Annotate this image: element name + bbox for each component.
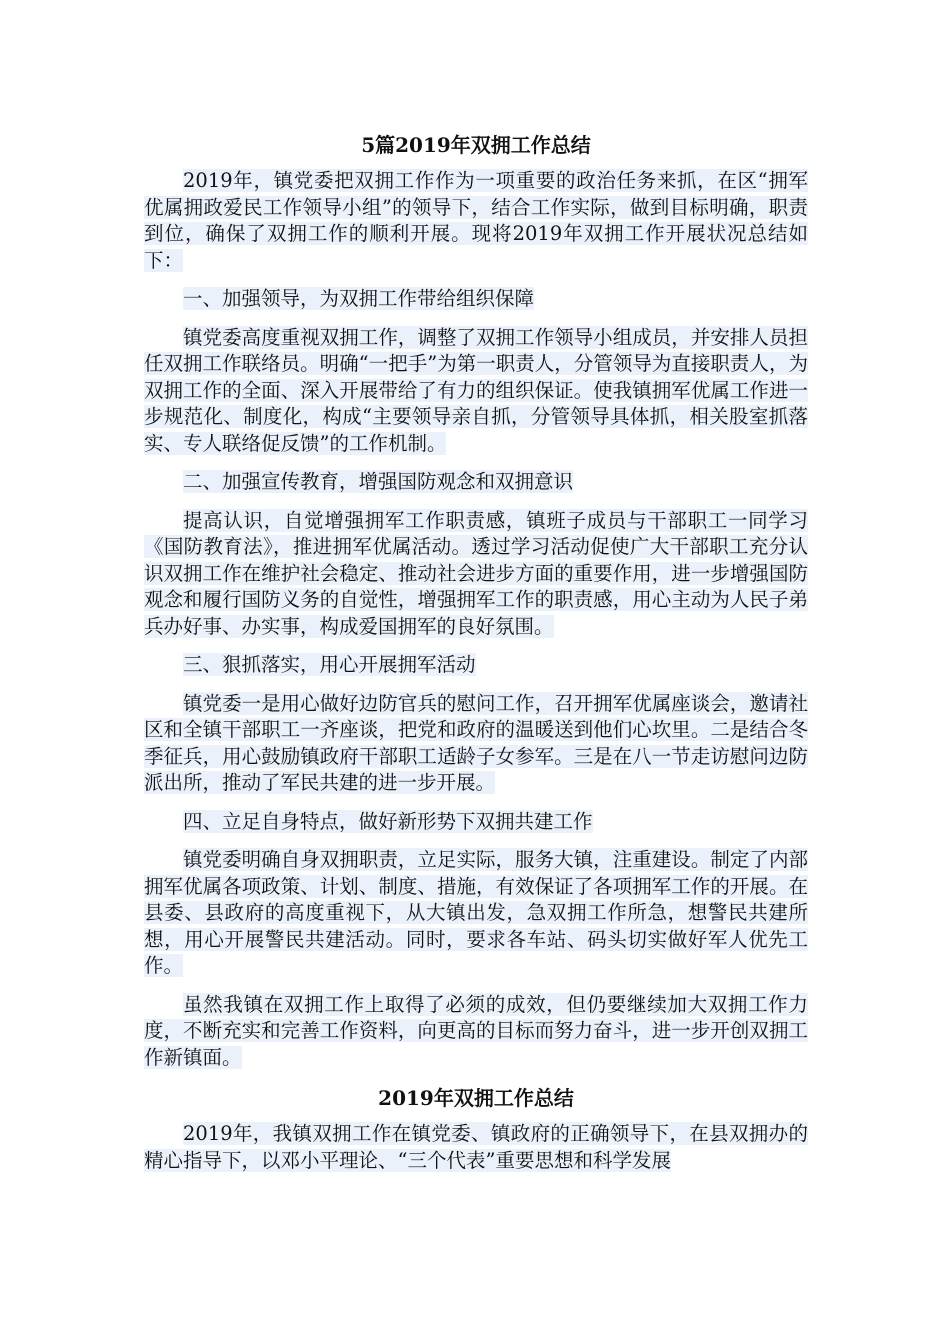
second-intro-text: 2019年，我镇双拥工作在镇党委、镇政府的正确领导下，在县双拥办的精心指导下，以邓小平理论、“三个代表”重要思想和科学发展 — [144, 1122, 808, 1172]
section-body-3 — [144, 691, 808, 797]
document-content — [144, 132, 808, 1186]
intro-text: 2019年，镇党委把双拥工作作为一项重要的政治任务来抓，在区“拥军优属拥政爱民工作领导小组”的领导下，结合工作实际，做到目标明确，职责到位，确保了双拥工作的顺利开展。现将2019年双拥工作开展状况总结如下： — [144, 169, 808, 272]
section-body-4 — [144, 847, 808, 980]
document-title: 5篇2019年双拥工作总结 — [361, 133, 591, 157]
section-body-3-text: 镇党委一是用心做好边防官兵的慰问工作，召开拥军优属座谈会，邀请社区和全镇干部职工一齐座谈，把党和政府的温暖送到他们心坎里。二是结合冬季征兵，用心鼓励镇政府干部职工适龄子女参军。三是在八一节走访慰问边防派出所，推动了军民共建的进一步开展。 — [144, 691, 808, 794]
section-body-1 — [144, 325, 808, 458]
second-document-title: 2019年双拥工作总结 — [378, 1086, 574, 1110]
section-body-1-text: 镇党委高度重视双拥工作，调整了双拥工作领导小组成员，并安排人员担任双拥工作联络员。明确“一把手”为第一职责人，分管领导为直接职责人，为双拥工作的全面、深入开展带给了有力的组织保证。使我镇拥军优属工作进一步规范化、制度化，构成“主要领导亲自抓，分管领导具体抓，相关股室抓落实、专人联络促反馈”的工作机制。 — [144, 325, 808, 455]
section-heading-1-text: 一、加强领导，为双拥工作带给组织保障 — [183, 287, 535, 310]
section-body-4-text: 镇党委明确自身双拥职责，立足实际，服务大镇，注重建设。制定了内部拥军优属各项政策、计划、制度、措施，有效保证了各项拥军工作的开展。在县委、县政府的高度重视下，从大镇出发，急双拥工作所急，想警民共建所想，用心开展警民共建活动。同时，要求各车站、码头切实做好军人优先工作。 — [144, 848, 808, 977]
section-heading-4-text: 四、立足自身特点，做好新形势下双拥共建工作 — [183, 809, 593, 833]
section-body-2-text: 提高认识，自觉增强拥军工作职责感，镇班子成员与干部职工一同学习《国防教育法》，推进拥军优属活动。透过学习活动促使广大干部职工充分认识双拥工作在维护社会稳定、推动社会进步方面的重要作用，进一步增强国防观念和履行国防义务的自觉性，增强拥军工作的职责感，用心主动为人民子弟兵办好事、办实事，构成爱国拥军的良好氛围。 — [144, 508, 808, 638]
closing-paragraph — [144, 992, 808, 1072]
section-body-2 — [144, 508, 808, 641]
section-heading-4 — [144, 809, 808, 836]
second-intro-paragraph — [144, 1121, 808, 1174]
intro-paragraph — [144, 168, 808, 274]
section-heading-2 — [144, 469, 808, 496]
closing-text: 虽然我镇在双拥工作上取得了必须的成效，但仍要继续加大双拥工作力度，不断充实和完善工作资料，向更高的目标而努力奋斗，进一步开创双拥工作新镇面。 — [144, 992, 808, 1069]
section-heading-3 — [144, 652, 808, 679]
section-heading-2-text: 二、加强宣传教育，增强国防观念和双拥意识 — [183, 470, 574, 493]
section-heading-1 — [144, 286, 808, 313]
section-heading-3-text: 三、狠抓落实，用心开展拥军活动 — [183, 653, 476, 676]
